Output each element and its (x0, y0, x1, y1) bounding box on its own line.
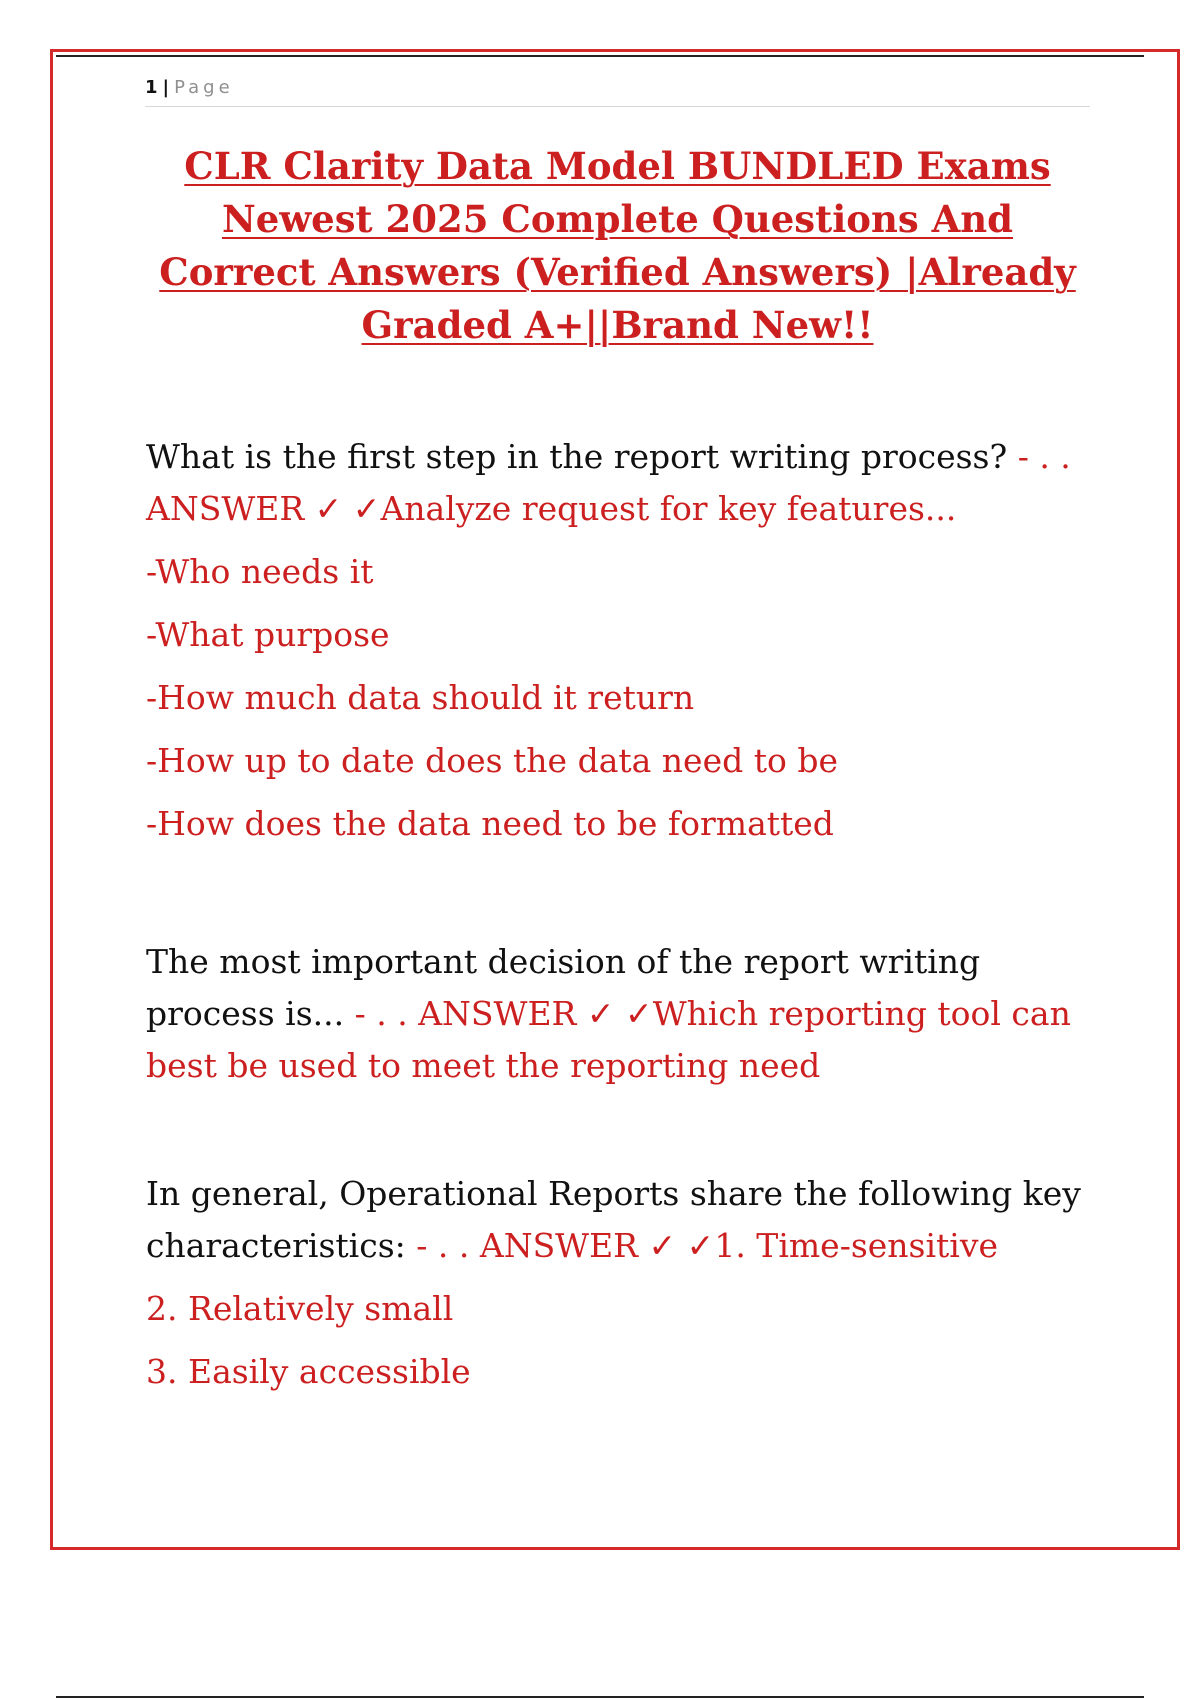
answer-list-item: -What purpose (146, 615, 390, 654)
answer-label: ANSWER (479, 1226, 639, 1265)
page-number: 1 (145, 77, 158, 98)
page-word: Page (174, 77, 234, 98)
qa-item-1 (146, 431, 1081, 850)
document-title: CLR Clarity Data Model BUNDLED Exams Newest 2025 Complete Questions And Correct Answers (Verified Answers) |Already Graded A+||Brand New!! (159, 144, 1076, 347)
answer-list-item: -How up to date does the data need to be (146, 741, 839, 780)
page-number-separator: | (162, 77, 170, 98)
checkmark-icon: ✓ ✓ (586, 994, 653, 1033)
answer-text: 1. Time-sensitive (714, 1226, 999, 1265)
page-header (145, 72, 1090, 107)
answer-label: ANSWER (146, 489, 305, 528)
answer-list-item: -Who needs it (146, 552, 374, 591)
answer-separator: - . . (354, 994, 408, 1033)
question-text: What is the first step in the report writing process? (146, 437, 1008, 476)
answer-list-item: 2. Relatively small (146, 1289, 454, 1328)
bottom-rule (56, 1696, 1144, 1698)
checkmark-icon: ✓ ✓ (648, 1226, 715, 1265)
question-text: In general, Operational Reports share the following key characteristics: (146, 1174, 1081, 1265)
answer-text: Analyze request for key features... (380, 489, 957, 528)
answer-separator: - . . (416, 1226, 470, 1265)
qa-item-2 (146, 936, 1081, 1092)
qa-item-3 (146, 1168, 1081, 1398)
answer-separator: - . . (1017, 437, 1071, 476)
checkmark-icon: ✓ ✓ (314, 489, 381, 528)
answer-list-item: -How does the data need to be formatted (146, 804, 834, 843)
top-rule (56, 55, 1144, 57)
answer-list-item: 3. Easily accessible (146, 1352, 471, 1391)
question-text: The most important decision of the report writing process is... (146, 942, 981, 1033)
answer-text: Which reporting tool can best be used to meet the reporting need (146, 994, 1071, 1085)
answer-list-item: -How much data should it return (146, 678, 695, 717)
answer-label: ANSWER (418, 994, 577, 1033)
